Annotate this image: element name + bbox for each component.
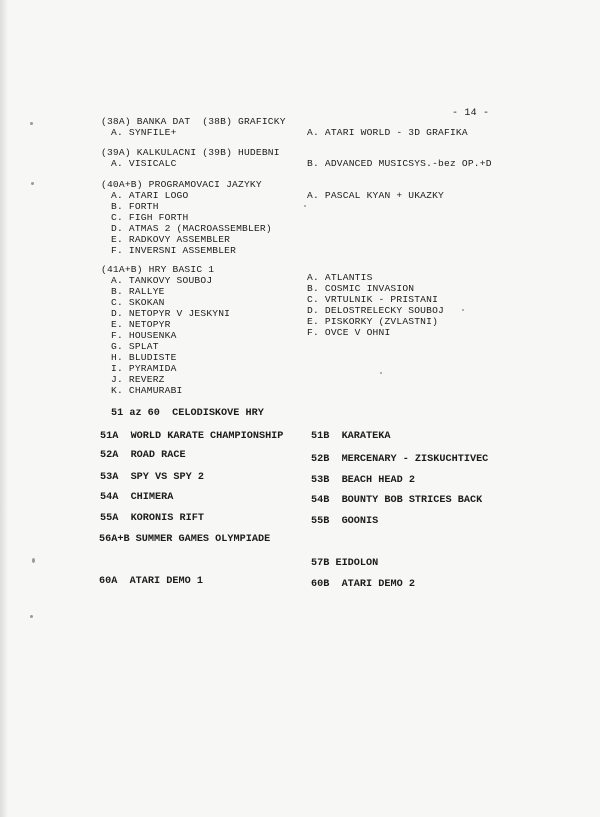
list-item: A. SYNFILE+ xyxy=(111,127,177,138)
list-item: B. COSMIC INVASION xyxy=(307,283,415,294)
list-item: 55B GOONIS xyxy=(311,516,379,527)
list-item: 60A ATARI DEMO 1 xyxy=(99,576,203,587)
list-item: A. ATARI LOGO xyxy=(111,190,189,201)
list-item: 55A KORONIS RIFT xyxy=(100,513,204,524)
section-38-heading: (38A) BANKA DAT (38B) GRAFICKY xyxy=(101,116,286,127)
scan-edge-shadow xyxy=(0,0,8,817)
list-item: 51A WORLD KARATE CHAMPIONSHIP xyxy=(100,431,284,442)
list-item: B. ADVANCED MUSICSYS.-bez OP.+D xyxy=(307,158,492,169)
list-item: F. HOUSENKA xyxy=(111,330,177,341)
list-item: C. VRTULNIK - PRISTANI xyxy=(307,294,439,305)
section-fulldisk-heading: 51 az 60 CELODISKOVE HRY xyxy=(111,408,264,419)
scan-speck xyxy=(462,309,464,311)
scan-speck xyxy=(380,372,382,374)
list-item: E. NETOPYR xyxy=(111,319,171,330)
list-item: C. SKOKAN xyxy=(111,297,165,308)
list-item: 52B MERCENARY - ZISKUCHTIVEC xyxy=(311,454,489,465)
list-item: 53B BEACH HEAD 2 xyxy=(311,475,415,486)
list-item: D. NETOPYR V JESKYNI xyxy=(111,308,231,319)
list-item: D. DELOSTRELECKY SOUBOJ xyxy=(307,305,445,316)
list-item: K. CHAMURABI xyxy=(111,385,183,396)
list-item: E. RADKOVY ASSEMBLER xyxy=(111,234,231,245)
list-item: E. PISKORKY (ZVLASTNI) xyxy=(307,316,439,327)
list-item: 60B ATARI DEMO 2 xyxy=(311,579,415,590)
list-item: F. INVERSNI ASSEMBLER xyxy=(111,245,237,256)
list-item: 52A ROAD RACE xyxy=(100,450,186,461)
list-item: D. ATMAS 2 (MACROASSEMBLER) xyxy=(111,223,272,234)
list-item: G. SPLAT xyxy=(111,341,159,352)
list-item: A. ATARI WORLD - 3D GRAFIKA xyxy=(307,127,468,138)
scan-speck xyxy=(31,182,34,185)
list-item: J. REVERZ xyxy=(111,374,165,385)
list-item: 57B EIDOLON xyxy=(311,558,379,569)
list-item: A. VISICALC xyxy=(111,158,177,169)
scan-speck xyxy=(30,122,33,125)
scan-speck xyxy=(304,205,306,207)
list-item: B. RALLYE xyxy=(111,286,165,297)
list-item: 54A CHIMERA xyxy=(100,492,174,503)
list-item: 53A SPY VS SPY 2 xyxy=(100,472,204,483)
list-item: H. BLUDISTE xyxy=(111,352,177,363)
scan-speck xyxy=(32,558,35,563)
list-item: I. PYRAMIDA xyxy=(111,363,177,374)
list-item: A. PASCAL KYAN + UKAZKY xyxy=(307,190,445,201)
list-item: 54B BOUNTY BOB STRICES BACK xyxy=(311,495,483,506)
list-item: A. ATLANTIS xyxy=(307,272,373,283)
list-item: A. TANKOVY SOUBOJ xyxy=(111,275,213,286)
section-39-heading: (39A) KALKULACNI (39B) HUDEBNI xyxy=(101,147,280,158)
page-number: - 14 - xyxy=(452,108,490,119)
section-41-heading: (41A+B) HRY BASIC 1 xyxy=(101,264,215,275)
scan-speck xyxy=(30,615,33,618)
list-item: 56A+B SUMMER GAMES OLYMPIADE xyxy=(99,534,271,545)
list-item: F. OVCE V OHNI xyxy=(307,327,391,338)
list-item: 51B KARATEKA xyxy=(311,431,391,442)
list-item: B. FORTH xyxy=(111,201,159,212)
list-item: C. FIGH FORTH xyxy=(111,212,189,223)
section-40-heading: (40A+B) PROGRAMOVACI JAZYKY xyxy=(101,179,262,190)
